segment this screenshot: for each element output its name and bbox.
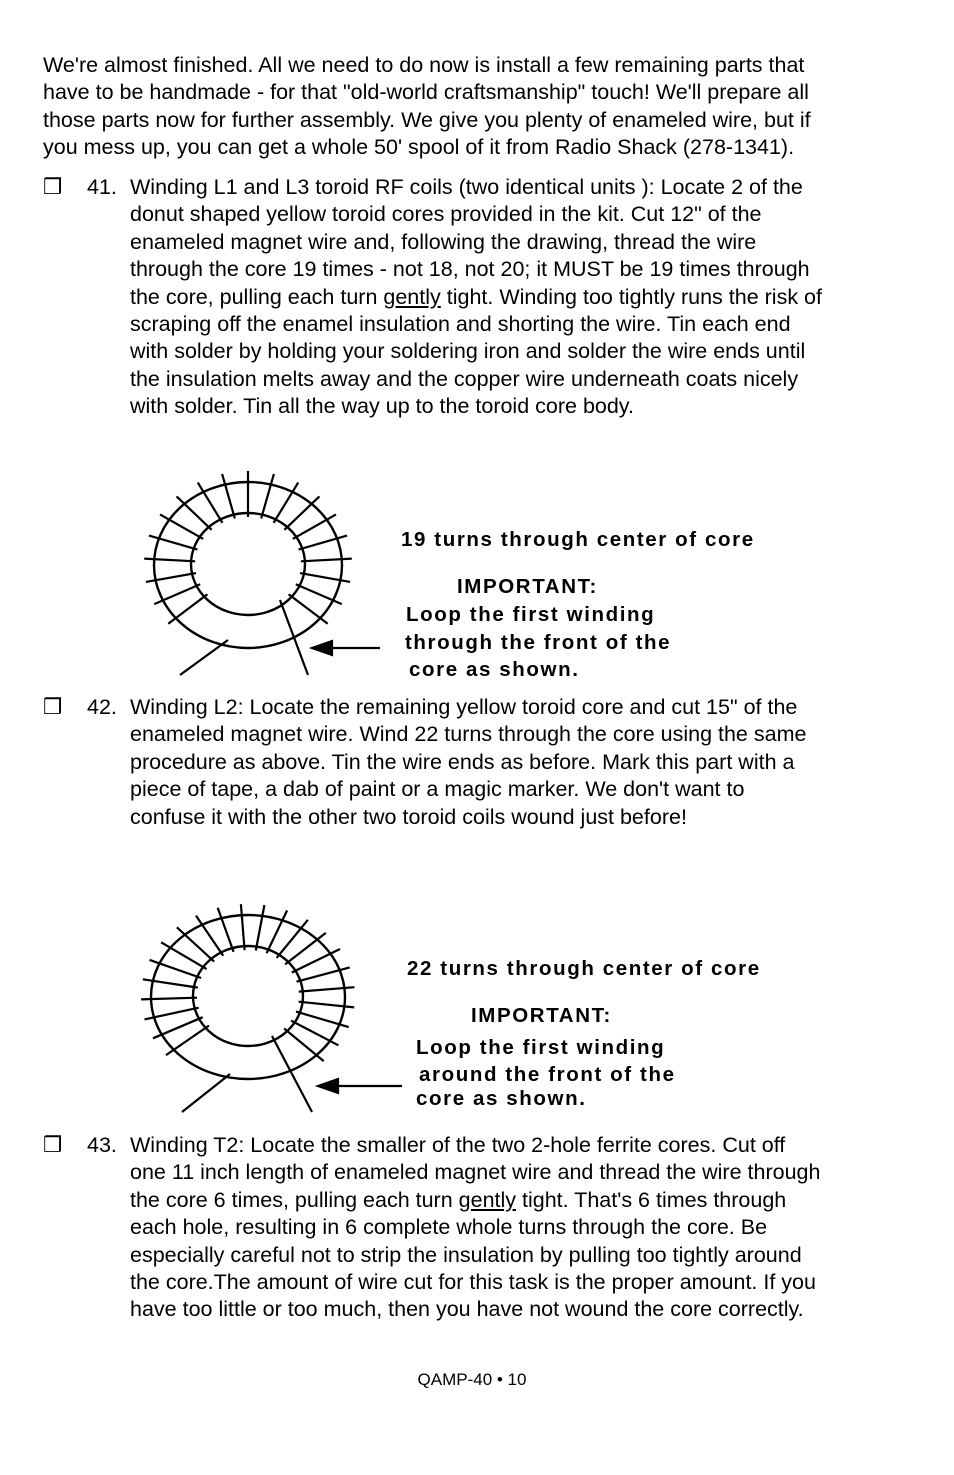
wire-turn bbox=[222, 474, 235, 519]
step-line: Winding T2: Locate the smaller of the two 2-hole ferrite cores. Cut off bbox=[130, 1133, 786, 1157]
step-number: 43. bbox=[87, 1133, 117, 1157]
page-footer bbox=[0, 1370, 954, 1390]
step-line: scraping off the enamel insulation and shorting the wire. Tin each end bbox=[130, 312, 791, 337]
arrow-head-icon bbox=[318, 1079, 338, 1093]
lead-wire bbox=[182, 1074, 230, 1112]
important-label: IMPORTANT: bbox=[457, 575, 598, 598]
arrow-head-icon bbox=[312, 641, 332, 655]
step-line: enameled magnet wire. Wind 22 turns through the core using the same bbox=[130, 722, 807, 747]
step-line: with solder by holding your soldering iron and solder the wire ends until bbox=[130, 339, 806, 364]
wire-turn bbox=[291, 1021, 338, 1046]
step-41 bbox=[43, 174, 923, 421]
emphasis-gently: gently bbox=[458, 1187, 517, 1212]
step-line: Winding L1 and L3 toroid RF coils (two identical units ): Locate 2 of the bbox=[130, 175, 803, 199]
lead-wire bbox=[280, 600, 308, 675]
checkbox-icon[interactable]: ❒ bbox=[43, 695, 63, 719]
step-41-text bbox=[130, 174, 923, 421]
wire-turn bbox=[299, 987, 355, 991]
turns-label: 19 turns through center of core bbox=[401, 528, 755, 551]
wire-turn bbox=[161, 942, 207, 969]
intro-line: We're almost finished. All we need to do now is install a few remaining parts that bbox=[43, 53, 805, 77]
toroid-22-turns-drawing bbox=[140, 898, 410, 1120]
wire-turn bbox=[301, 559, 352, 562]
intro-line: you mess up, you can get a whole 50' spool of it from Radio Shack (278-1341). bbox=[43, 135, 795, 160]
note-line: core as shown. bbox=[409, 658, 580, 681]
step-number: 41. bbox=[87, 175, 117, 199]
toroid-19-turns-drawing bbox=[140, 460, 390, 685]
step-line: one 11 inch length of enameled magnet wire and thread the wire through bbox=[130, 1160, 821, 1185]
intro-line: those parts now for further assembly. We give you plenty of enameled wire, but if bbox=[43, 107, 811, 132]
step-line: enameled magnet wire and, following the drawing, thread the wire bbox=[130, 229, 757, 254]
wire-turn bbox=[293, 514, 336, 539]
note-line: around the front of the bbox=[419, 1063, 676, 1086]
note-line: through the front of the bbox=[405, 631, 672, 654]
step-43 bbox=[43, 1132, 923, 1324]
note-line: Loop the first winding bbox=[406, 603, 656, 626]
wire-turn bbox=[289, 594, 328, 624]
checkbox-icon[interactable]: ❒ bbox=[43, 175, 63, 199]
step-43-text bbox=[130, 1132, 923, 1324]
wire-turn bbox=[218, 908, 234, 952]
emphasis-gently: gently bbox=[383, 284, 441, 309]
intro-paragraph bbox=[43, 52, 923, 162]
lead-wire bbox=[180, 640, 228, 675]
step-line: each hole, resulting in 6 complete whole turns through the core. Be bbox=[130, 1215, 768, 1240]
note-line: core as shown. bbox=[416, 1087, 587, 1110]
step-line: have too little or too much, then you have not wound the core correctly. bbox=[130, 1297, 804, 1322]
checkbox-icon[interactable]: ❒ bbox=[43, 1133, 63, 1157]
wire-turn bbox=[284, 496, 319, 529]
wire-turn bbox=[241, 904, 245, 950]
text-run: tight. Winding too tightly runs the risk of bbox=[440, 284, 822, 309]
important-label: IMPORTANT: bbox=[471, 1004, 612, 1027]
step-line: through the core 19 times - not 18, not 20; it MUST be 19 times through bbox=[130, 257, 810, 282]
wire-turn bbox=[256, 905, 265, 950]
wire-turn bbox=[177, 496, 212, 529]
text-run: the core 6 times, pulling each turn bbox=[130, 1187, 459, 1212]
step-line bbox=[130, 1187, 923, 1214]
wire-turn bbox=[141, 998, 197, 1000]
step-line: confuse it with the other two toroid coils wound just before! bbox=[130, 804, 687, 829]
note-line: Loop the first winding bbox=[416, 1036, 666, 1059]
step-line: especially careful not to strip the insulation by pulling too tightly around bbox=[130, 1242, 802, 1267]
turns-label: 22 turns through center of core bbox=[407, 957, 761, 980]
step-line bbox=[130, 284, 923, 311]
step-line: with solder. Tin all the way up to the toroid core body. bbox=[130, 394, 634, 419]
wire-turn bbox=[144, 559, 195, 562]
step-line: piece of tape, a dab of paint or a magic marker. We don't want to bbox=[130, 777, 745, 802]
wire-turn bbox=[168, 594, 207, 624]
intro-line: have to be handmade - for that "old-world craftsmanship" touch! We'll prepare all bbox=[43, 80, 809, 105]
step-42-text bbox=[130, 694, 923, 831]
step-line: the insulation melts away and the copper wire underneath coats nicely bbox=[130, 366, 799, 391]
page-number: QAMP-40 • 10 bbox=[417, 1370, 527, 1389]
step-42 bbox=[43, 694, 923, 831]
step-line: procedure as above. Tin the wire ends as before. Mark this part with a bbox=[130, 749, 795, 774]
wire-turn bbox=[160, 514, 203, 539]
step-line: donut shaped yellow toroid cores provided in the kit. Cut 12" of the bbox=[130, 202, 762, 227]
wire-turn bbox=[261, 474, 274, 519]
wire-turn bbox=[277, 920, 308, 958]
text-run: the core, pulling each turn bbox=[130, 284, 384, 309]
text-run: tight. That's 6 times through bbox=[516, 1187, 787, 1212]
step-line: the core.The amount of wire cut for this task is the proper amount. If you bbox=[130, 1270, 816, 1295]
step-line: Winding L2: Locate the remaining yellow toroid core and cut 15" of the bbox=[130, 695, 798, 719]
step-number: 42. bbox=[87, 695, 117, 719]
